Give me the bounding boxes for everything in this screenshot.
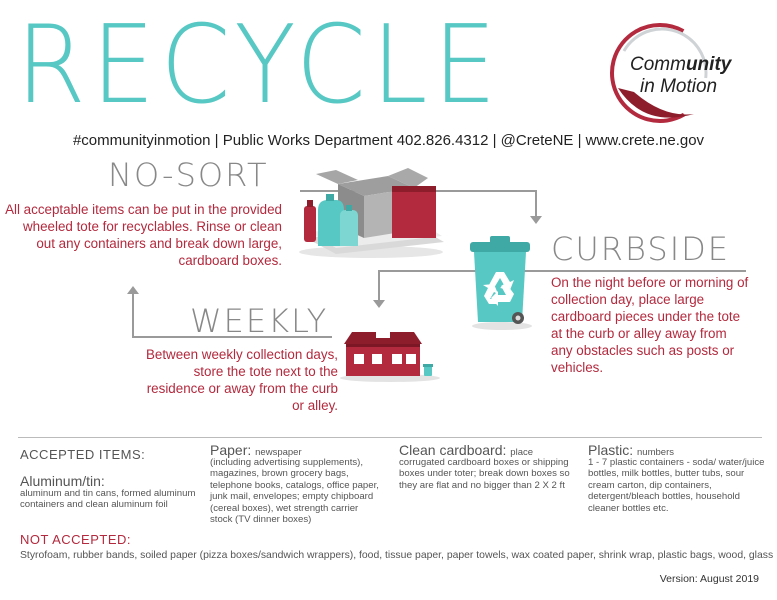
cardboard-heading: Clean cardboard: place <box>399 442 534 458</box>
aluminum-text: aluminum and tin cans, formed aluminum containers and clean aluminum foil <box>20 488 196 511</box>
community-in-motion-logo <box>604 18 764 128</box>
house-icon <box>338 318 442 382</box>
cardboard-text: corrugated cardboard boxes or shipping boxes under toter; break down boxes so they are flat and no bigger than 2 X 2 ft <box>399 457 570 491</box>
logo-line-2: in Motion <box>640 76 718 97</box>
version-label: Version: August 2019 <box>659 573 759 585</box>
not-accepted-text: Styrofoam, rubber bands, soiled paper (pizza boxes/sandwich wrappers), food, tissue paper, paper towels, wax coated paper, shrink wrap, plastic bags, wood, glass <box>20 550 774 561</box>
section-divider <box>18 437 762 438</box>
weekly-heading: WEEKLY <box>190 302 329 340</box>
plastic-subtitle: numbers <box>637 447 674 458</box>
arrow-down-icon <box>373 300 385 310</box>
flow-line <box>378 270 746 272</box>
weekly-text: Between weekly collection days, store the tote next to the residence or away from the curb or alley. <box>145 347 338 413</box>
accepted-items-heading: ACCEPTED ITEMS: <box>20 447 146 462</box>
page-title: RECYCLE <box>16 3 503 128</box>
curbside-text: On the night before or morning of collection day, place large cardboard pieces under the tote at the curb or alley away from any obstacles such as posts or vehicles. <box>551 275 749 375</box>
paper-heading: Paper: newspaper <box>210 442 302 458</box>
plastic-heading: Plastic: numbers <box>588 442 674 458</box>
arrow-up-icon <box>127 286 139 296</box>
paper-text: (including advertising supplements), magazines, brown grocery bags, telephone books, catalogs, office paper, junk mail, envelopes; empty chipboard (cereal boxes), wet strength carrier stock (TV dinner boxes) <box>210 457 379 526</box>
aluminum-heading: Aluminum/tin: <box>20 473 105 489</box>
recycling-bin-icon <box>466 232 534 332</box>
paper-subtitle: newspaper <box>255 447 302 458</box>
nosort-heading: NO-SORT <box>108 156 269 194</box>
curbside-heading: CURBSIDE <box>551 230 730 268</box>
arrow-down-icon <box>530 216 542 226</box>
recycling-items-illustration <box>296 166 446 258</box>
not-accepted-heading: NOT ACCEPTED: <box>20 532 132 547</box>
flow-line <box>378 270 380 304</box>
plastic-text: 1 - 7 plastic containers - soda/ water/juice bottles, milk bottles, butter tubs, sour cream carton, dip containers, detergent/bleach bottles, household cleaner bottles etc. <box>588 457 765 514</box>
cardboard-subtitle: place <box>510 447 534 458</box>
contact-info: #communityinmotion | Public Works Department 402.826.4312 | @CreteNE | www.crete.ne.gov <box>72 132 705 149</box>
flow-line <box>132 294 134 337</box>
logo-line-1: Community <box>630 54 732 75</box>
nosort-text: All acceptable items can be put in the provided wheeled tote for recyclables. Rinse or clean out any containers and break down large, cardboard boxes. <box>5 202 282 268</box>
